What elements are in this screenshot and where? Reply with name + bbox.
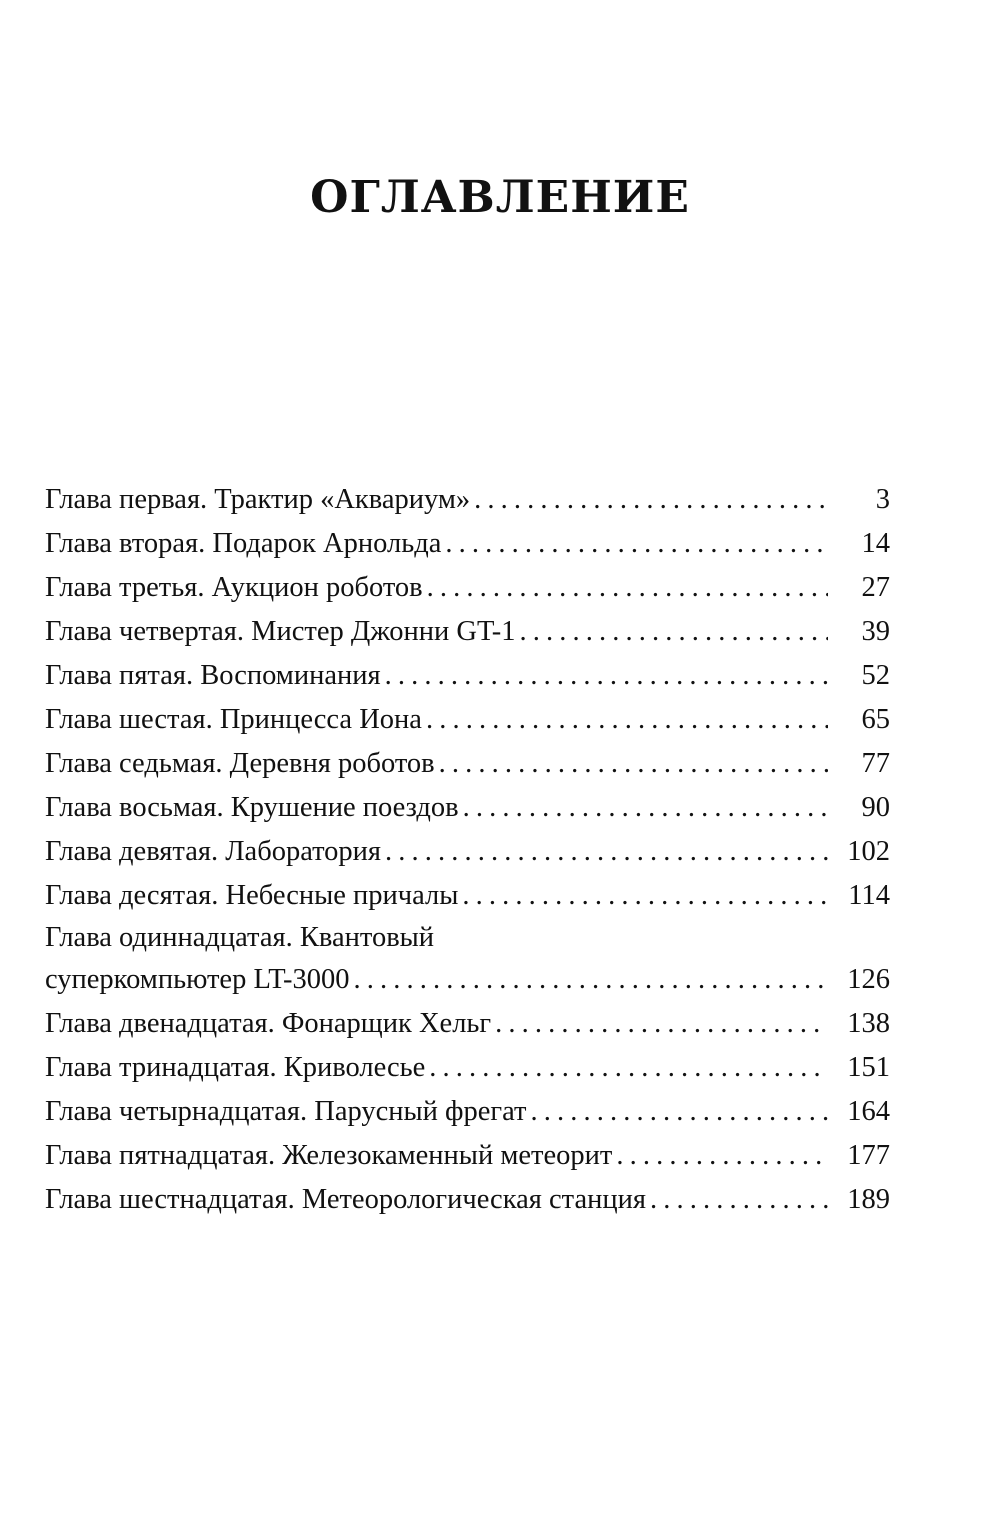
toc-entry-title: Глава двенадцатая. Фонарщик Хельг: [45, 1008, 492, 1039]
toc-entry-page: 164: [847, 1096, 890, 1127]
toc-entry-page: 114: [848, 880, 890, 911]
toc-entry-title: Глава пятнадцатая. Железокаменный метеорит: [45, 1140, 613, 1171]
dot-leader: [495, 1002, 828, 1046]
toc-entry-title: Глава четвертая. Мистер Джонни GT-1: [45, 616, 516, 647]
toc-entry-page: 77: [861, 748, 890, 779]
dot-leader: [520, 610, 828, 654]
toc-entry-title: Глава шестнадцатая. Метеорологическая станция: [45, 1184, 646, 1215]
dot-leader: [616, 1134, 828, 1178]
toc-entry-page: 90: [861, 792, 890, 823]
dot-leader: [429, 1046, 828, 1090]
toc-entry-title: Глава седьмая. Деревня роботов: [45, 748, 435, 779]
toc-entry[interactable]: [45, 478, 890, 522]
toc-entry-page: 3: [875, 484, 890, 515]
toc-entry[interactable]: [45, 830, 890, 874]
table-of-contents: [45, 478, 890, 1222]
toc-entry[interactable]: [45, 786, 890, 830]
toc-entry[interactable]: [45, 1134, 890, 1178]
toc-entry-title: Глава первая. Трактир «Аквариум»: [45, 484, 471, 515]
toc-entry-page: 126: [847, 964, 890, 995]
toc-entry-title: Глава пятая. Воспоминания: [45, 660, 381, 691]
toc-entry-page: 189: [847, 1184, 890, 1215]
dot-leader: [650, 1178, 828, 1222]
toc-entry-title: Глава четырнадцатая. Парусный фрегат: [45, 1096, 527, 1127]
toc-entry-title-line2: суперкомпьютер LT-3000: [45, 964, 350, 995]
toc-entry[interactable]: [45, 698, 890, 742]
toc-entry-page: 14: [861, 528, 890, 559]
dot-leader: [462, 874, 828, 918]
toc-entry-title: Глава тринадцатая. Криволесье: [45, 1052, 426, 1083]
dot-leader: [474, 478, 828, 522]
toc-entry-page: 151: [847, 1052, 890, 1083]
toc-entry[interactable]: [45, 918, 890, 1002]
toc-entry-title: Глава третья. Аукцион роботов: [45, 572, 423, 603]
dot-leader: [385, 830, 828, 874]
toc-entry-title-line1: Глава одиннадцатая. Квантовый: [45, 922, 435, 953]
toc-entry[interactable]: [45, 522, 890, 566]
toc-entry-title: Глава вторая. Подарок Арнольда: [45, 528, 442, 559]
dot-leader: [530, 1090, 828, 1134]
toc-entry-title: Глава восьмая. Крушение поездов: [45, 792, 459, 823]
toc-entry-page: 138: [847, 1008, 890, 1039]
toc-entry-page: 27: [861, 572, 890, 603]
dot-leader: [427, 566, 828, 610]
toc-entry-page: 65: [861, 704, 890, 735]
toc-entry-page: 177: [847, 1140, 890, 1171]
toc-entry-title: Глава десятая. Небесные причалы: [45, 880, 459, 911]
toc-entry-page: 39: [861, 616, 890, 647]
toc-entry[interactable]: [45, 610, 890, 654]
toc-entry-line2: [45, 958, 890, 1002]
toc-entry-page: 102: [847, 836, 890, 867]
toc-entry[interactable]: [45, 654, 890, 698]
toc-entry[interactable]: [45, 1046, 890, 1090]
toc-entry-page: 52: [861, 660, 890, 691]
toc-entry[interactable]: [45, 1090, 890, 1134]
toc-entry-title: Глава шестая. Принцесса Иона: [45, 704, 422, 735]
dot-leader: [463, 786, 828, 830]
toc-entry[interactable]: [45, 874, 890, 918]
toc-entry[interactable]: [45, 742, 890, 786]
toc-entry[interactable]: [45, 1178, 890, 1222]
dot-leader: [439, 742, 828, 786]
toc-entry-title: Глава девятая. Лаборатория: [45, 836, 382, 867]
dot-leader: [385, 654, 828, 698]
toc-entry[interactable]: [45, 1002, 890, 1046]
dot-leader: [426, 698, 828, 742]
page-title: ОГЛАВЛЕНИЕ: [310, 172, 690, 223]
toc-entry[interactable]: [45, 566, 890, 610]
dot-leader: [445, 522, 828, 566]
dot-leader: [354, 958, 828, 1002]
